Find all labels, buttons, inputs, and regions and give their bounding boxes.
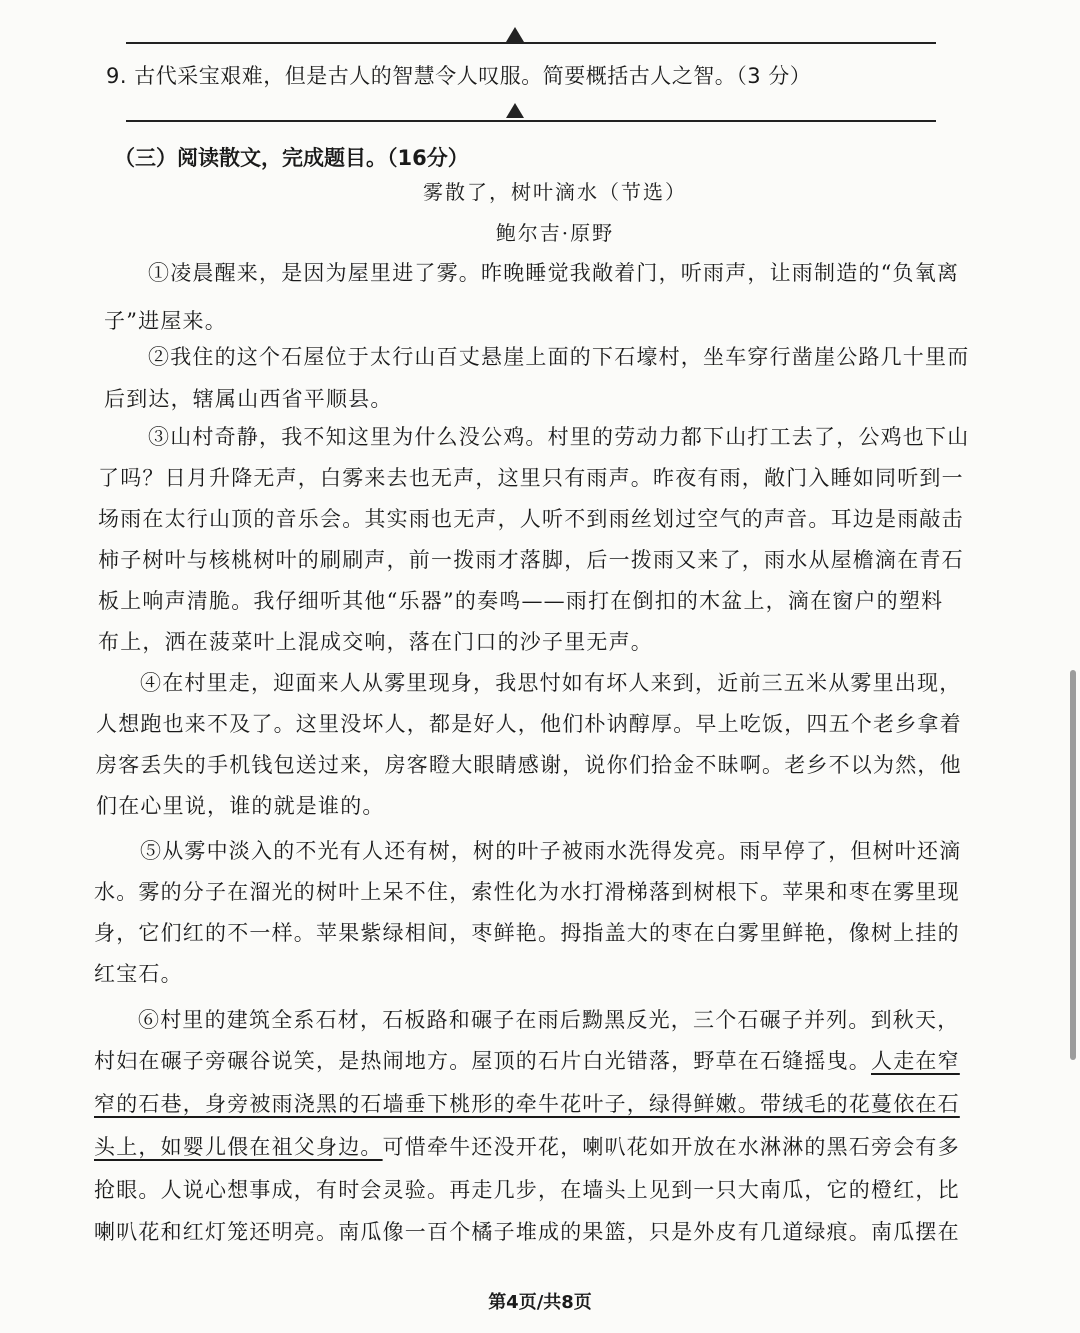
- scrollbar-thumb[interactable]: [1070, 670, 1076, 1060]
- question-9: 9. 古代采宝艰难，但是古人的智慧令人叹服。简要概括古人之智。（3 分）: [106, 64, 812, 88]
- text-line: 房客丢失的手机钱包送过来，房客瞪大眼睛感谢，说你们拾金不昧啊。老乡不以为然，他: [96, 753, 962, 777]
- underlined-line: 窄的石巷，身旁被雨浇黑的石墙垂下桃形的牵牛花叶子，绿得鲜嫩。带绒毛的花蔓依在石: [94, 1092, 960, 1116]
- text-span: 村妇在碾子旁碾谷说笑，是热闹地方。屋顶的石片白光错落，野草在石缝摇曳。: [94, 1049, 871, 1073]
- text-line: ③山村奇静，我不知这里为什么没公鸡。村里的劳动力都下山打工去了，公鸡也下山: [148, 425, 970, 449]
- section-title: （三）阅读散文，完成题目。（16分）: [114, 146, 469, 170]
- text-line: [94, 1045, 960, 1075]
- text-line: 后到达，辖属山西省平顺县。: [104, 387, 393, 411]
- text-line: 板上响声清脆。我仔细听其他“乐器”的奏鸣——雨打在倒扣的木盆上，滴在窗户的塑料: [98, 589, 944, 613]
- text-line: 了吗？日月升降无声，白雾来去也无声，这里只有雨声。昨夜有雨，敞门入睡如同听到一: [98, 466, 964, 490]
- answer-line: [126, 120, 936, 122]
- text-line: 红宝石。: [94, 962, 183, 986]
- text-line: ④在村里走，迎面来人从雾里现身，我思忖如有坏人来到，近前三五米从雾里出现，: [140, 671, 962, 695]
- text-line: ⑤从雾中淡入的不光有人还有树，树的叶子被雨水洗得发亮。雨早停了，但树叶还滴: [140, 839, 962, 863]
- answer-marker-icon: [506, 103, 524, 118]
- answer-line: [126, 42, 936, 44]
- text-line: 身，它们红的不一样。苹果紫绿相间，枣鲜艳。拇指盖大的枣在白雾里鲜艳，像树上挂的: [94, 921, 960, 945]
- text-line: 布上，洒在菠菜叶上混成交响，落在门口的沙子里无声。: [98, 630, 653, 654]
- answer-marker-icon: [506, 27, 524, 42]
- text-line: 水。雾的分子在溜光的树叶上呆不住，索性化为水打滑梯落到树根下。苹果和枣在雾里现: [94, 880, 960, 904]
- page-number: 第4页/共8页: [488, 1292, 592, 1313]
- text-line: ⑥村里的建筑全系石材，石板路和碾子在雨后黝黑反光，三个石碾子并列。到秋天，: [138, 1008, 960, 1032]
- text-line: ②我住的这个石屋位于太行山百丈悬崖上面的下石壕村，坐车穿行凿崖公路几十里而: [148, 345, 970, 369]
- underlined-text: 头上，如婴儿偎在祖父身边。: [94, 1135, 383, 1159]
- underlined-text: 人走在窄: [871, 1049, 960, 1073]
- text-line: 人想跑也来不及了。这里没坏人，都是好人，他们朴讷醇厚。早上吃饭，四五个老乡拿着: [96, 712, 962, 736]
- text-line: 们在心里说，谁的就是谁的。: [96, 794, 385, 818]
- text-line: 子”进屋来。: [104, 309, 227, 333]
- text-line: [94, 1131, 960, 1161]
- text-line: 喇叭花和红灯笼还明亮。南瓜像一百个橘子堆成的果篮，只是外皮有几道绿痕。南瓜摆在: [94, 1220, 960, 1244]
- essay-author: 鲍尔吉·原野: [495, 221, 615, 245]
- text-line: 柿子树叶与核桃树叶的刷刷声，前一拨雨才落脚，后一拨雨又来了，雨水从屋檐滴在青石: [98, 548, 964, 572]
- text-line: 抢眼。人说心想事成，有时会灵验。再走几步，在墙头上见到一只大南瓜，它的橙红，比: [94, 1178, 960, 1202]
- text-line: ①凌晨醒来，是因为屋里进了雾。昨晚睡觉我敞着门，听雨声，让雨制造的“负氧离: [148, 261, 960, 285]
- essay-title: 雾散了，树叶滴水（节选）: [423, 180, 687, 204]
- text-span: 可惜牵牛还没开花，喇叭花如开放在水淋淋的黑石旁会有多: [382, 1135, 960, 1159]
- text-line: 场雨在太行山顶的音乐会。其实雨也无声，人听不到雨丝划过空气的声音。耳边是雨敲击: [98, 507, 964, 531]
